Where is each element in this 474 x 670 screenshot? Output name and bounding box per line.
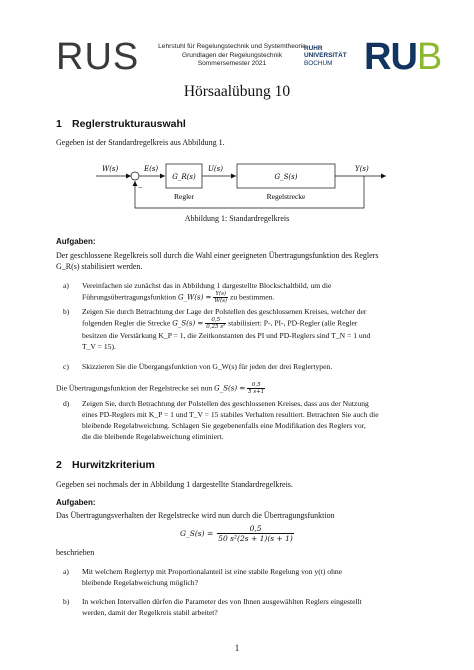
task-2a-line-1: Mit welchem Reglertyp mit Proportionalanteil ist eine stabile Regelung von y(t) ohne	[82, 567, 343, 576]
gs2-symbol: G_S(s) =	[214, 384, 246, 393]
label-w: W(s)	[102, 165, 119, 173]
task-1c-line-1: Skizzieren Sie die Übergangsfunktion von G_W(s) für jeden der drei Reglertypen.	[82, 362, 333, 371]
gs-eq-numerator: 0,5	[217, 524, 294, 534]
task-1c-label: c)	[63, 362, 69, 371]
task-1d-line-4: die die bleibende Regelabweichung eliminiert.	[82, 432, 224, 441]
summing-junction	[131, 172, 139, 180]
section-2-tasks-label: Aufgaben:	[56, 498, 96, 507]
gw-fraction	[213, 291, 228, 304]
section-1-intro: Gegeben ist der Standardregelkreis aus Abbildung 1.	[56, 138, 225, 147]
task-1b-label: b)	[63, 307, 70, 316]
task-1d-label: d)	[63, 399, 70, 408]
section-1-title: Reglerstrukturauswahl	[72, 118, 186, 130]
task-1b-line-1: Zeigen Sie durch Betrachtung der Lage der Polstellen des geschlossenen Kreises, welcher der	[82, 307, 367, 316]
section-2-number: 2	[56, 459, 62, 471]
header-line-chair: Lehrstuhl für Regelungstechnik und Systemtheorie	[158, 43, 306, 50]
label-regler: Regler	[174, 192, 194, 201]
task-2a	[63, 566, 418, 588]
task-1a-label: a)	[63, 281, 69, 290]
gw-denominator: W(s)	[214, 298, 228, 304]
task-2a-line-2: bleibende Regelabweichung möglich?	[82, 578, 198, 587]
plant-redefinition	[56, 382, 418, 395]
gs-fraction	[205, 317, 226, 330]
task-text-line-1: Der geschlossene Regelkreis soll durch die Wahl einer geeigneten Übertragungsfunktion des Reglers	[56, 251, 379, 260]
task-1b-text-end: stabilisiert: P-, PI-, PD-Regler (alle Regler	[226, 318, 358, 328]
plant-equation	[180, 524, 294, 543]
task-2a-label: a)	[63, 567, 69, 576]
label-gs: G_S(s)	[274, 173, 298, 181]
task-1d	[63, 398, 418, 442]
task-2b-label: b)	[63, 597, 70, 606]
task-1a-text: Führungsübertragungsfunktion	[82, 292, 178, 302]
header-line-semester: Sommersemester 2021	[197, 60, 267, 68]
section-2-heading	[56, 459, 155, 471]
rub-logo-b: B	[416, 36, 442, 78]
ruhr-line-3: BOCHUM	[304, 59, 333, 67]
task-1d-line-1: Zeigen Sie, durch Betrachtung der Polstellen des geschlossenen Kreises, dass aus der Nutzung	[82, 399, 369, 408]
gs-numerator: 0,5	[205, 317, 226, 324]
label-u: U(s)	[208, 165, 223, 173]
gs2-numerator: 0,5	[247, 382, 265, 389]
section-2-intro: Gegeben sei nochmals der in Abbildung 1 dargestellte Standardregelkreis.	[56, 480, 293, 489]
task-1a-line-2	[82, 291, 418, 304]
rub-logo	[364, 38, 441, 76]
section-1-task-text	[56, 250, 418, 272]
rus-logo: RUS	[56, 36, 140, 78]
task-1b-text: folgenden Regler die Strecke	[82, 318, 173, 328]
gs-denominator: 0,25 s²	[206, 324, 226, 330]
beschrieben-text: beschrieben	[56, 548, 95, 557]
ruhr-line-2: UNIVERSITÄT	[304, 52, 347, 60]
page-number: 1	[234, 643, 240, 653]
task-1c	[63, 361, 418, 372]
gs2-fraction	[247, 382, 265, 395]
section-2-task-text: Das Übertragungsverhalten der Regelstrecke wird nun durch die Übertragungsfunktion	[56, 511, 335, 520]
task-1d-line-2: eines PD-Reglers mit K_P = 1 und T_V = 15 stabiles Verhalten resultiert. Betrachten Sie auch die	[82, 410, 379, 419]
rub-logo-ru: RU	[364, 36, 417, 78]
gw-symbol: G_W(s) =	[177, 293, 212, 302]
ruhr-line-1: RUHR	[304, 45, 323, 52]
label-e: E(s)	[144, 165, 159, 173]
task-2b-line-1: In welchen Intervallen dürfen die Parameter des von Ihnen ausgewählten Reglers eingestellt	[82, 597, 362, 606]
task-1b-line-4: T_V = 15).	[82, 342, 116, 351]
gs-eq-lhs: G_S(s) =	[180, 529, 214, 538]
label-regelstrecke: Regelstrecke	[266, 192, 306, 201]
section-1-heading	[56, 118, 186, 130]
plant-redefinition-text: Die Übertragungsfunktion der Regelstrecke sei nun	[56, 383, 215, 393]
section-1-tasks-label: Aufgaben:	[56, 237, 96, 246]
task-1b-line-2	[82, 317, 418, 330]
section-1-number: 1	[56, 118, 62, 130]
task-2b-line-2: werden, damit der Regelkreis stabil arbeitet?	[82, 608, 218, 617]
task-1a	[63, 280, 418, 304]
page-title: Hörsaalübung 10	[183, 83, 291, 100]
gs2-denominator: 5 s+1	[248, 389, 265, 395]
gs-symbol: G_S(s) =	[172, 319, 204, 328]
gs-eq-fraction	[217, 524, 294, 543]
gs-eq-denominator: 50 s²(2s + 1)(s + 1)	[218, 534, 293, 543]
gw-numerator: Y(s)	[213, 291, 228, 298]
task-text-line-2: G_R(s) stabilisiert werden.	[56, 262, 143, 271]
task-2b	[63, 596, 418, 618]
section-2-title: Hurwitzkriterium	[72, 459, 155, 471]
task-1d-line-3: bleibende Regelabweichung. Schlagen Sie gegebenenfalls eine Modifikation des Reglers vor,	[82, 421, 366, 430]
task-1a-line-1: Vereinfachen sie zunächst das in Abbildung 1 dargestellte Blockschaltbild, um die	[82, 281, 332, 290]
label-minus: −	[138, 183, 143, 192]
figure-caption: Abbildung 1: Standardregelkreis	[184, 214, 290, 223]
task-1b	[63, 306, 418, 352]
header-line-course: Grundlagen der Regelungstechnik	[181, 51, 283, 59]
label-gr: G_R(s)	[172, 173, 196, 181]
label-y: Y(s)	[355, 165, 369, 173]
ruhr-uni-text	[304, 45, 347, 67]
task-1a-text-end: zu bestimmen.	[228, 292, 275, 302]
block-diagram	[96, 159, 416, 213]
task-1b-line-3: besitzen die Verstärkung K_P = 1, die Zeitkonstanten des PI und PD-Reglers sind T_N = 1 und	[82, 331, 371, 340]
